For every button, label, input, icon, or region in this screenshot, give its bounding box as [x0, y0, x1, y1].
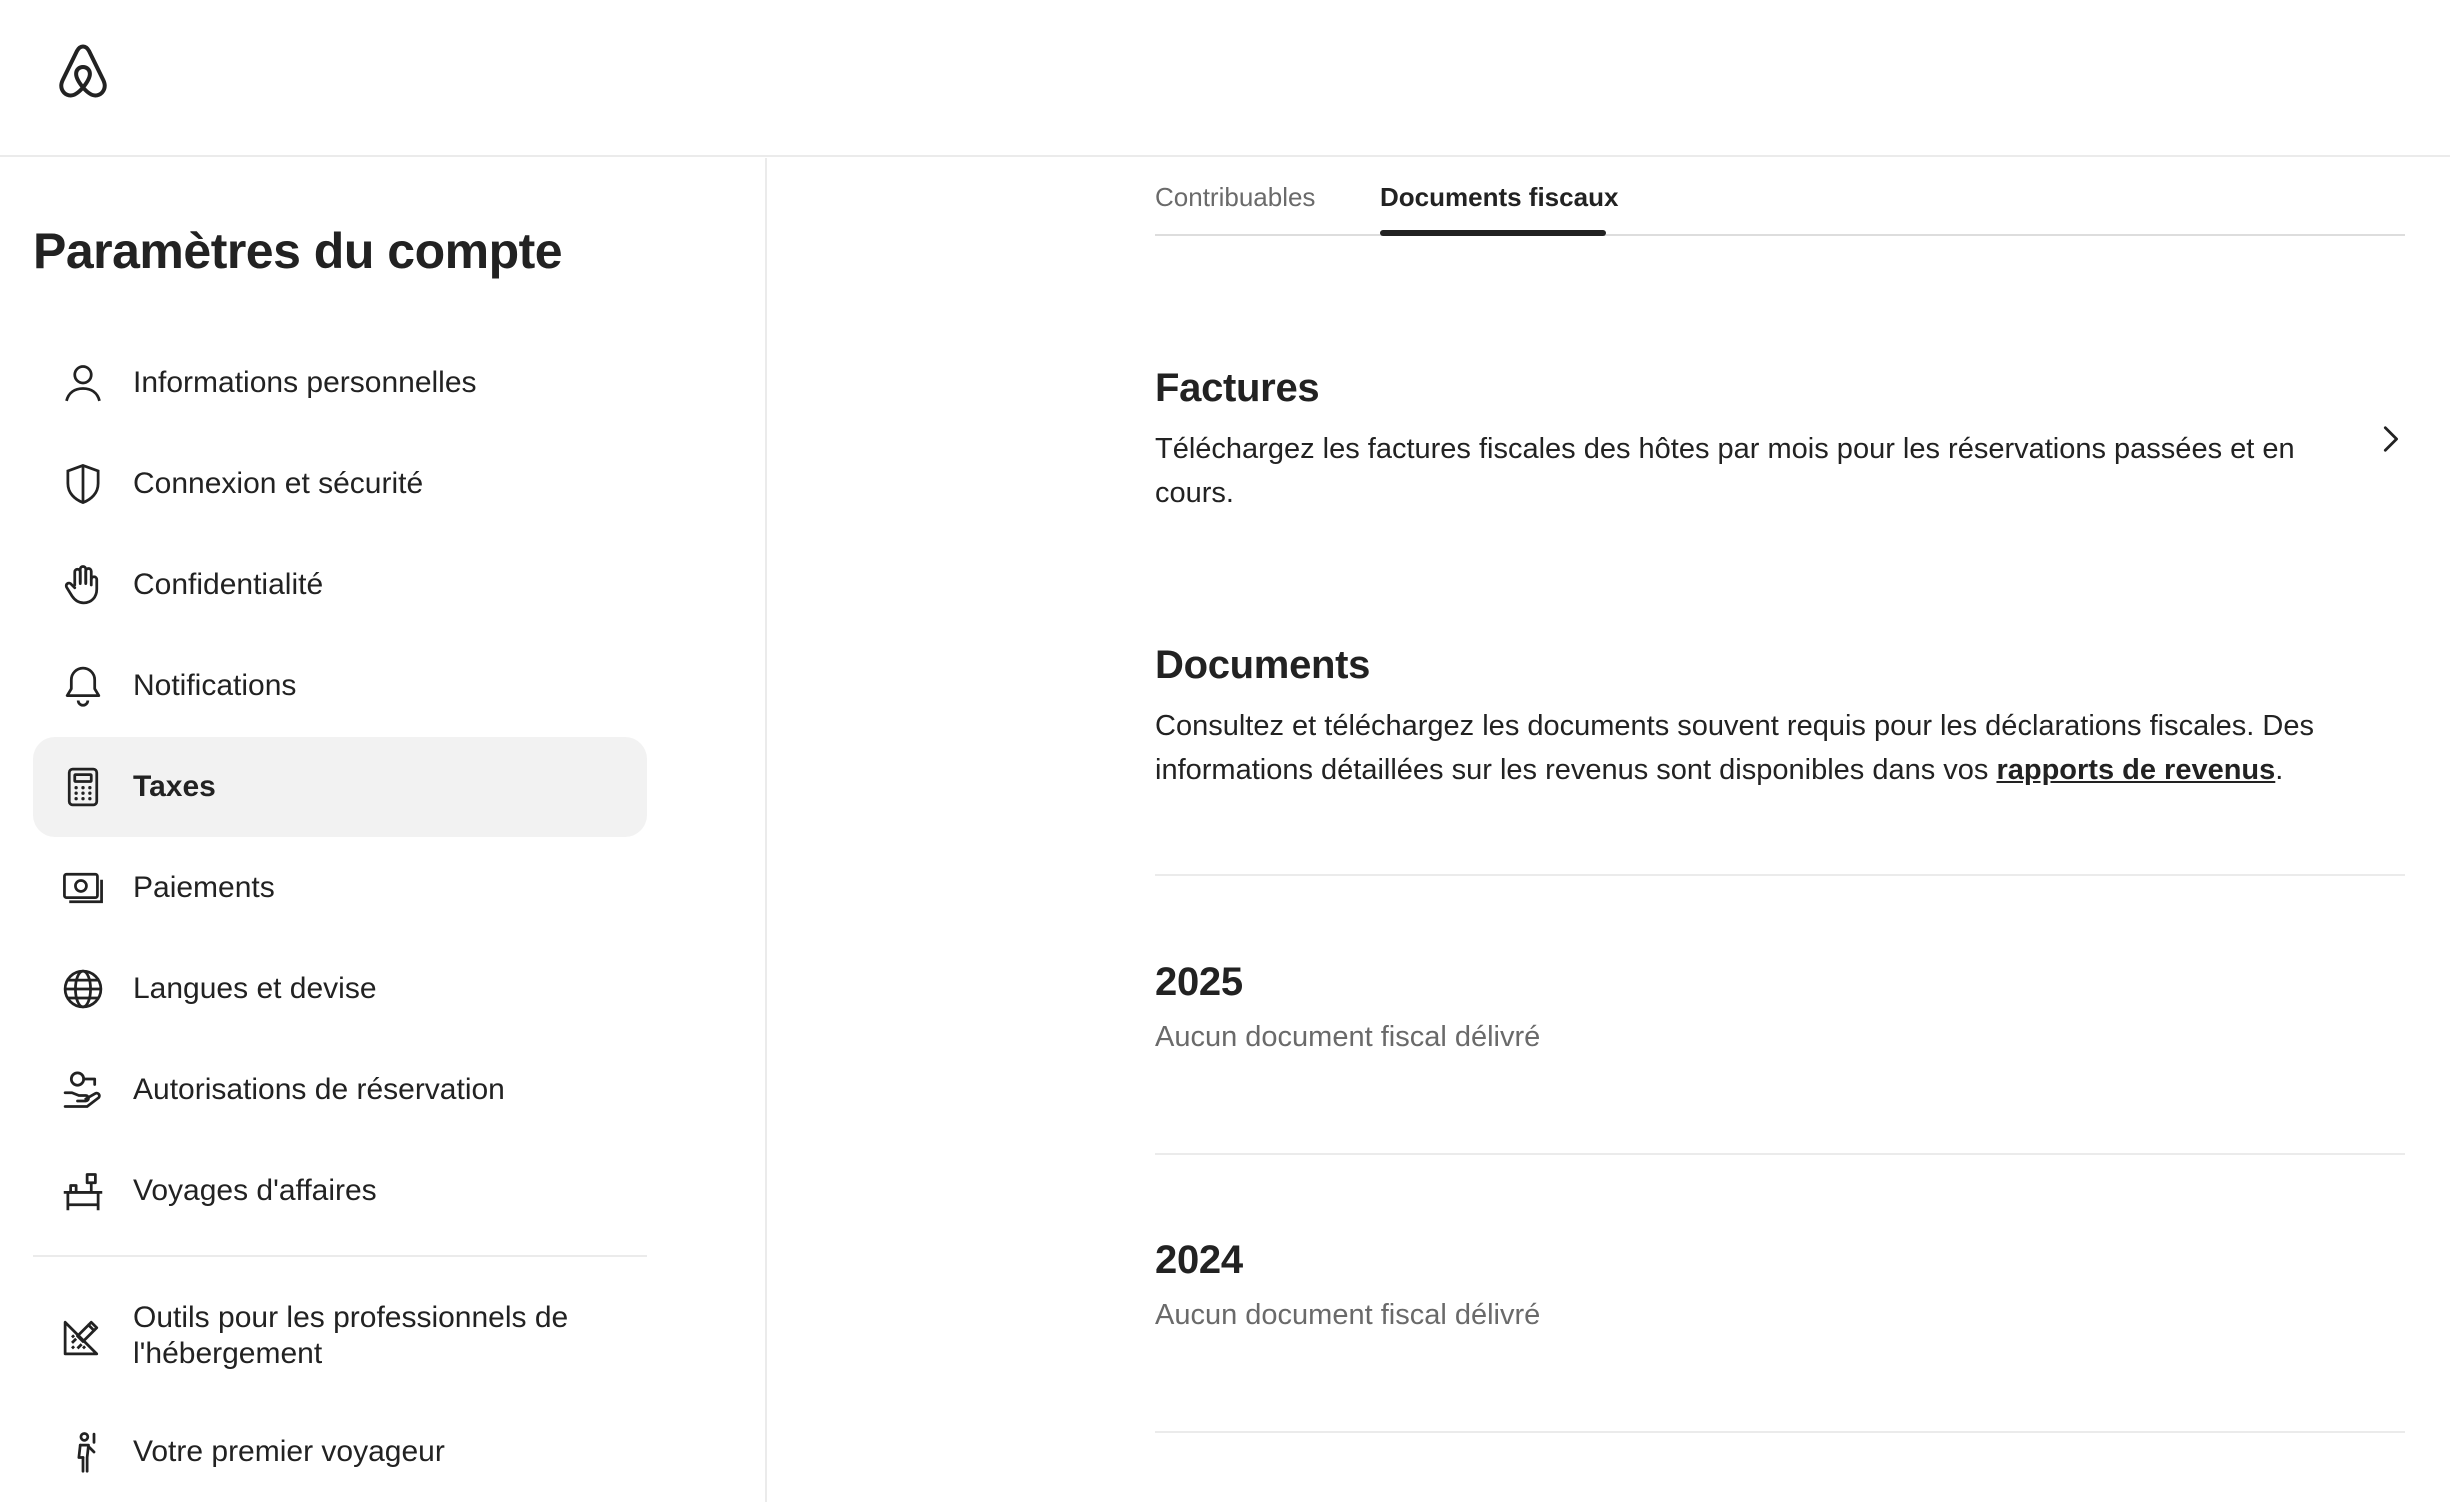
sidebar-item-business-travel[interactable]: [33, 1141, 647, 1241]
documents-description: [1155, 704, 2355, 792]
section-divider: [1155, 1153, 2405, 1155]
ruler-tools-icon: [61, 1314, 105, 1358]
documents-description-text: Consultez et téléchargez les documents souvent requis pour les déclarations fiscales. Des informations détaillées sur les revenus sont disponibles dans vos: [1155, 710, 2314, 786]
sidebar-item-notifications[interactable]: [33, 636, 647, 736]
invoices-description: Téléchargez les factures fiscales des hôtes par mois pour les réservations passées et en cours.: [1155, 433, 2295, 509]
sidebar-item-taxes[interactable]: [33, 737, 647, 837]
person-icon: [61, 361, 105, 405]
sidebar-item-label: Paiements: [133, 871, 275, 904]
sidebar-item-label: Confidentialité: [133, 568, 324, 601]
top-bar: [0, 0, 2450, 157]
tab-taxpayers[interactable]: Contribuables: [1155, 182, 1316, 212]
tab-tax-documents[interactable]: Documents fiscaux: [1380, 182, 1619, 212]
year-2025-section: [1155, 960, 2405, 1054]
shield-icon: [61, 462, 105, 506]
sidebar-item-login-security[interactable]: [33, 434, 647, 534]
sidebar-item-privacy[interactable]: [33, 535, 647, 635]
documents-description-suffix: .: [2275, 754, 2284, 786]
sidebar-item-payments[interactable]: [33, 838, 647, 938]
sidebar-item-languages-currency[interactable]: [33, 939, 647, 1039]
sidebar-item-label: Langues et devise: [133, 972, 377, 1005]
sidebar-title: Paramètres du compte: [33, 223, 563, 279]
tabs-bar: [1155, 158, 2405, 236]
airbnb-logo-icon[interactable]: [54, 40, 112, 102]
hand-icon: [61, 563, 105, 607]
main-content: [1155, 158, 2405, 1331]
sidebar-item-booking-permissions[interactable]: [33, 1040, 647, 1140]
bell-icon: [61, 664, 105, 708]
sidebar-item-label: Voyages d'affaires: [133, 1174, 377, 1207]
sidebar-item-label: Taxes: [133, 770, 216, 803]
documents-title: Documents: [1155, 643, 1371, 687]
section-divider: [1155, 874, 2405, 876]
cash-icon: [61, 866, 105, 910]
sidebar-item-first-guest[interactable]: [33, 1402, 647, 1502]
sidebar-item-label: Connexion et sécurité: [133, 467, 424, 500]
sidebar-item-label: Outils pour les professionnels de l'hébergement: [133, 1301, 569, 1370]
sidebar-item-label: Notifications: [133, 669, 297, 702]
sidebar-nav: [33, 333, 647, 1502]
year-title: 2024: [1155, 1238, 1243, 1282]
briefcase-desk-icon: [61, 1169, 105, 1213]
year-title: 2025: [1155, 960, 1243, 1004]
calculator-icon: [61, 765, 105, 809]
account-settings-sidebar: [0, 158, 767, 1502]
year-2024-section: [1155, 1238, 2405, 1332]
hand-heart-icon: [61, 1068, 105, 1112]
sidebar-item-label: Informations personnelles: [133, 366, 477, 399]
sidebar-item-hosting-pro-tools[interactable]: [33, 1271, 647, 1401]
documents-section: [1155, 643, 2405, 792]
invoices-title: Factures: [1155, 366, 1320, 410]
section-divider: [1155, 1431, 2405, 1433]
revenue-reports-link[interactable]: rapports de revenus: [1996, 754, 2276, 786]
sidebar-divider: [33, 1255, 647, 1257]
active-tab-indicator: [1380, 230, 1606, 236]
sidebar-item-label: Votre premier voyageur: [133, 1435, 445, 1468]
sidebar-item-label: Autorisations de réservation: [133, 1073, 505, 1106]
globe-icon: [61, 967, 105, 1011]
year-status: Aucun document fiscal délivré: [1155, 1021, 1541, 1053]
year-status: Aucun document fiscal délivré: [1155, 1299, 1541, 1331]
invoices-section[interactable]: [1155, 366, 2405, 515]
traveler-icon: [61, 1430, 105, 1474]
sidebar-item-personal-info[interactable]: [33, 333, 647, 433]
chevron-right-icon[interactable]: [2375, 424, 2405, 454]
